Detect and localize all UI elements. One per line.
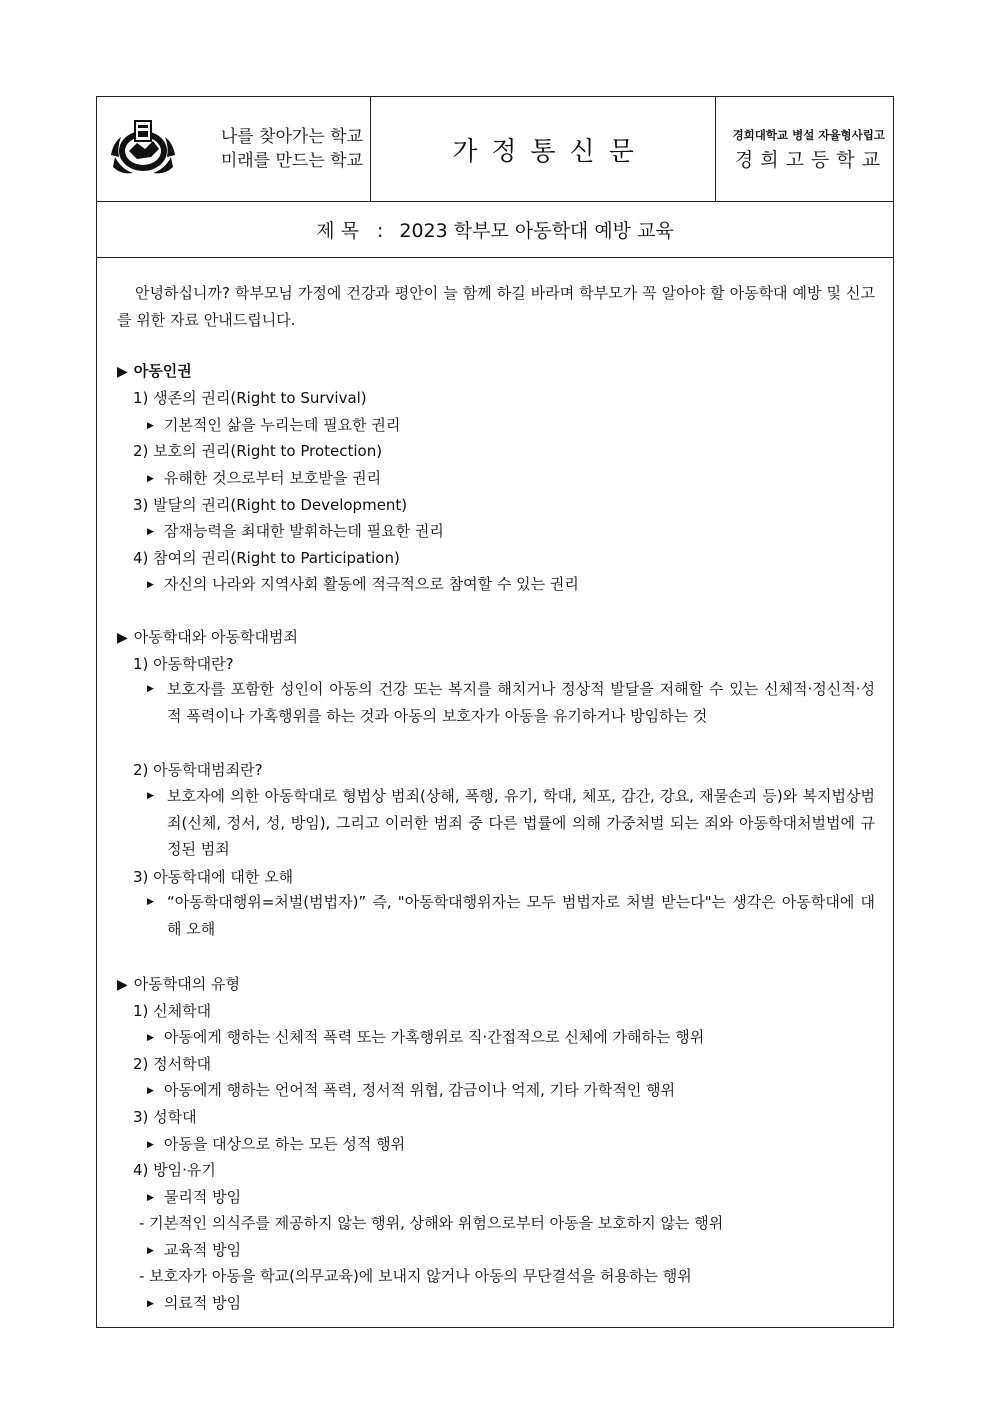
arrow-bullet-icon: ▶ bbox=[147, 1193, 154, 1203]
arrow-bullet-icon: ▶ bbox=[147, 1086, 154, 1096]
list-item-head: 3) 성학대 bbox=[133, 1108, 197, 1126]
arrow-bullet-icon: ▶ bbox=[147, 1246, 154, 1256]
list-item-head: 2) 정서학대 bbox=[133, 1055, 212, 1073]
triangle-bullet-icon: ▶ bbox=[117, 977, 128, 993]
list-item-desc: ▶ 자신의 나라와 지역사회 활동에 적극적으로 참여할 수 있는 권리 bbox=[147, 575, 579, 593]
list-item-desc: ▶ 아동을 대상으로 하는 모든 성적 행위 bbox=[147, 1135, 406, 1153]
list-item-head: 4) 참여의 권리(Right to Participation) bbox=[133, 549, 400, 567]
triangle-bullet-icon: ▶ bbox=[117, 630, 128, 646]
triangle-bullet-icon: ▶ bbox=[117, 364, 128, 380]
school-name: 경희고등학교 bbox=[734, 149, 887, 171]
school-emblem-icon bbox=[107, 117, 179, 179]
list-item-head: 1) 아동학대란? bbox=[133, 655, 234, 673]
sub-item-detail: - 보호자가 아동을 학교(의무교육)에 보내지 않거나 아동의 무단결석을 허용하는 행위 bbox=[139, 1267, 692, 1285]
header-title-cell bbox=[371, 97, 716, 201]
sub-item: ▶ 교육적 방임 bbox=[147, 1241, 242, 1259]
arrow-bullet-icon: ▶ bbox=[147, 421, 154, 431]
sub-item-detail: - 기본적인 의식주를 제공하지 않는 행위, 상해와 위험으로부터 아동을 보호하지 않는 행위 bbox=[139, 1214, 724, 1232]
list-item-desc: ▶ 아동에게 행하는 신체적 폭력 또는 가혹행위로 직·간접적으로 신체에 가해하는 행위 bbox=[147, 1028, 705, 1046]
header-left-cell bbox=[97, 97, 371, 201]
header-right-cell bbox=[716, 97, 893, 201]
list-item-desc: 보호자에 의한 아동학대로 형법상 범죄(상해, 폭행, 유기, 학대, 체포, 감간, 강요, 재물손괴 등)와 복지법상범죄(신체, 정서, 성, 방임), 그리고 이러한 범죄 중 다른 법률에 의해 가중처벌 되는 죄와 아동학대처벌법에 규정된 범죄 bbox=[167, 787, 875, 859]
arrow-bullet-icon: ▶ bbox=[147, 580, 154, 590]
list-item-desc: “아동학대행위=처벌(범법자)” 즉, "아동학대행위자는 모두 범법자로 처벌 받는다"는 생각은 아동학대에 대해 오해 bbox=[167, 893, 875, 938]
slogan-line-2: 미래를 만드는 학교 bbox=[220, 151, 363, 171]
sub-item: ▶ 물리적 방임 bbox=[147, 1188, 242, 1206]
section-heading-rights: ▶ 아동인권 bbox=[117, 362, 192, 380]
arrow-bullet-icon: ▶ bbox=[147, 1140, 154, 1150]
list-item-head: 2) 아동학대범죄란? bbox=[133, 761, 263, 779]
list-item-head: 1) 생존의 권리(Right to Survival) bbox=[133, 389, 367, 407]
list-item-desc: ▶ 아동에게 행하는 언어적 폭력, 정서적 위협, 감금이나 억제, 기타 가학적인 행위 bbox=[147, 1081, 676, 1099]
arrow-bullet-icon: ▶ bbox=[147, 791, 154, 801]
arrow-bullet-icon: ▶ bbox=[147, 684, 154, 694]
list-item-head: 4) 방임·유기 bbox=[133, 1161, 216, 1179]
list-item-head: 3) 발달의 권리(Right to Development) bbox=[133, 496, 408, 514]
list-item-desc: ▶ 기본적인 삶을 누리는데 필요한 권리 bbox=[147, 416, 401, 434]
subject-row bbox=[97, 201, 893, 258]
subject-label: 제목 : bbox=[316, 219, 390, 242]
header bbox=[97, 97, 893, 202]
arrow-bullet-icon: ▶ bbox=[147, 474, 154, 484]
slogan-line-1: 나를 찾아가는 학교 bbox=[220, 127, 363, 147]
list-item-desc: ▶ 유해한 것으로부터 보호받을 권리 bbox=[147, 469, 382, 487]
list-item-desc: 보호자를 포함한 성인이 아동의 건강 또는 복지를 해치거나 정상적 발달을 저해할 수 있는 신체적·정신적·성적 폭력이나 가혹행위를 하는 것과 아동의 보호자가 아동을 유기하거나 방임하는 것 bbox=[167, 680, 875, 725]
school-subtitle: 경희대학교 병설 자율형사립고 bbox=[732, 128, 885, 142]
list-item-desc: ▶ 잠재능력을 최대한 발휘하는데 필요한 권리 bbox=[147, 522, 444, 540]
arrow-bullet-icon: ▶ bbox=[147, 527, 154, 537]
list-item-head: 1) 신체학대 bbox=[133, 1002, 212, 1020]
document-title: 가정통신문 bbox=[452, 136, 648, 167]
section-heading-types: ▶ 아동학대의 유형 bbox=[117, 975, 240, 993]
subject-text: 2023 학부모 아동학대 예방 교육 bbox=[399, 219, 674, 242]
intro-paragraph: 안녕하십니까? 학부모님 가정에 건강과 평안이 늘 함께 하길 바라며 학부모가 꼭 알아야 할 아동학대 예방 및 신고를 위한 자료 안내드립니다. bbox=[117, 284, 875, 329]
sub-item: ▶ 의료적 방임 bbox=[147, 1294, 242, 1312]
list-item-head: 2) 보호의 권리(Right to Protection) bbox=[133, 442, 383, 460]
document-frame bbox=[96, 96, 894, 1328]
arrow-bullet-icon: ▶ bbox=[147, 897, 154, 907]
school-slogan bbox=[193, 125, 363, 173]
section-heading-abuse: ▶ 아동학대와 아동학대범죄 bbox=[117, 628, 298, 646]
arrow-bullet-icon: ▶ bbox=[147, 1033, 154, 1043]
list-item-head: 3) 아동학대에 대한 오해 bbox=[133, 868, 294, 886]
arrow-bullet-icon: ▶ bbox=[147, 1299, 154, 1309]
